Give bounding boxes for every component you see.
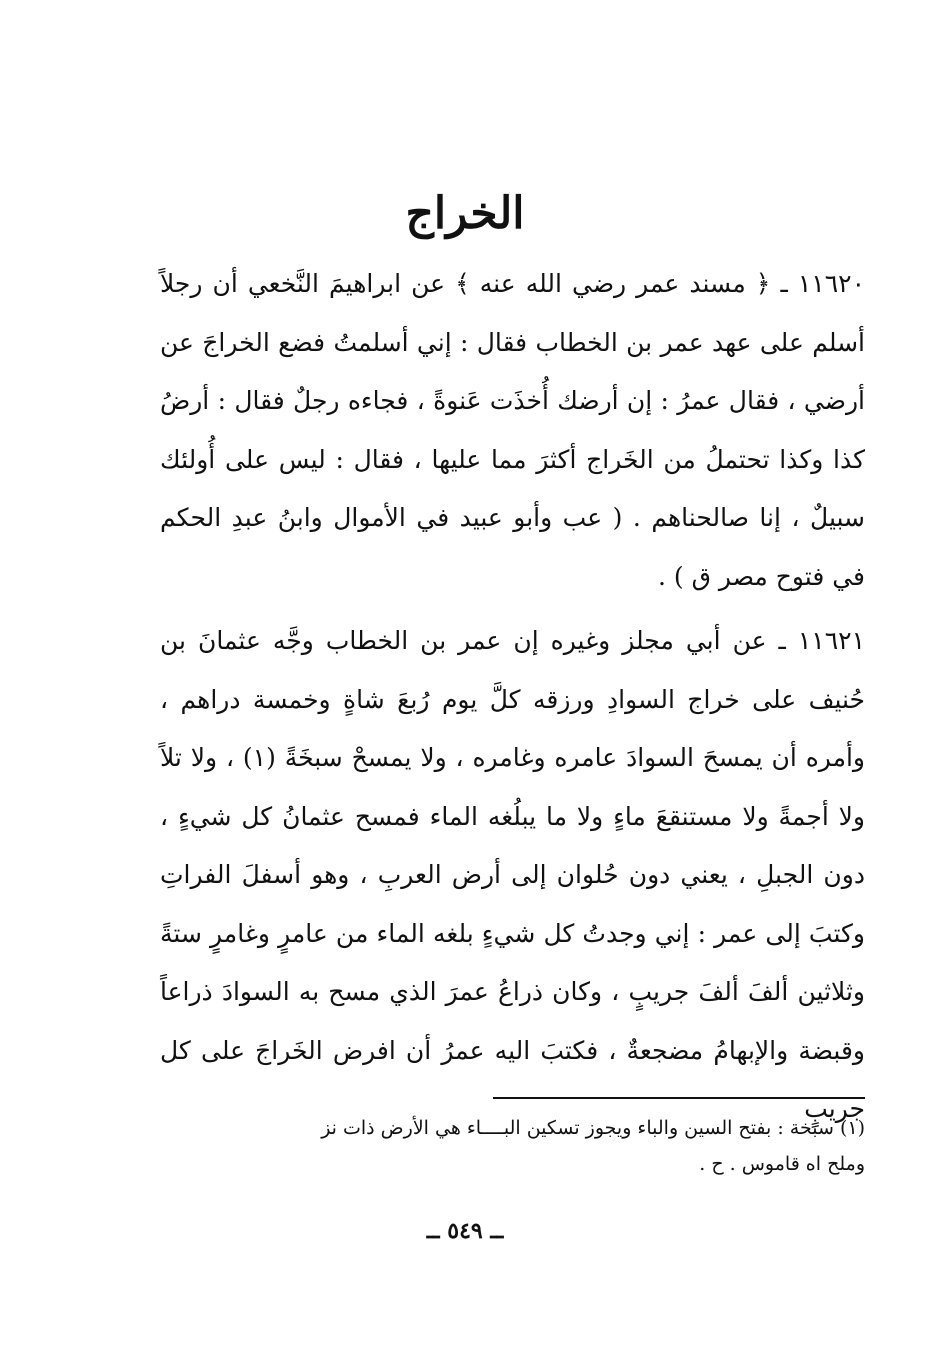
paragraph-11620: ١١٦٢٠ ـ ﴿ مسند عمر رضي الله عنه ﴾ عن ابراهيمَ النَّخعي أن رجلاً أسلم على عهد عمر بن الخطاب فقال : إني أسلمتُ فضع الخراجَ عن أرضي ، فقال عمرُ : إن أرضك أُخذَت عَنوةً ، فجاءه رجلٌ فقال : أرضُ كذا وكذا تحتملُ من الخَراج أكثرَ مما عليها ، فقال : ليس على أُولئك سبيلٌ ، إنا صالحناهم . ( عب وأبو عبيد في الأموال وابنُ عبدِ الحكم في فتوح مصر ق ) . <box>160 269 865 591</box>
main-text <box>160 255 865 1139</box>
footnote-line-1: (١) سبخة : بفتح السين والباء ويجوز تسكين البــــاء هي الأرض ذات نز <box>321 1117 865 1139</box>
footnote <box>160 1110 865 1182</box>
footnote-divider <box>493 1097 865 1099</box>
paragraph-11621: ١١٦٢١ ـ عن أبي مجلز وغيره إن عمر بن الخطاب وجَّه عثمانَ بن حُنيف على خراج السوادِ ورزقه كلَّ يوم رُبعَ شاةٍ وخمسة دراهم ، وأمره أن يمسحَ السوادَ عامره وغامره ، ولا يمسحْ سبخَةً (١) ، ولا تلاً ولا أجمةً ولا مستنقعَ ماءٍ ولا ما يبلُغه الماء فمسح عثمانُ كل شيءٍ ، دون الجبلِ ، يعني دون حُلوان إلى أرض العربِ ، وهو أسفلَ الفراتِ وكتبَ إلى عمر : إني وجدتُ كل شيءٍ بلغه الماء من عامرٍ وغامرٍ ستةً وثلاثين ألفَ ألفَ جريبٍ ، وكان ذراعُ عمرَ الذي مسح به السوادَ ذراعاً وقبضة والإبهامُ مضجعةٌ ، فكتبَ اليه عمرُ أن افرض الخَراجَ على كل جريبٍ <box>160 626 865 1123</box>
footnote-line-2: وملح اه قاموس . ح . <box>699 1153 865 1175</box>
chapter-title: الخراج <box>405 188 525 239</box>
page-number: ــ ٥٤٩ ــ <box>426 1218 504 1244</box>
